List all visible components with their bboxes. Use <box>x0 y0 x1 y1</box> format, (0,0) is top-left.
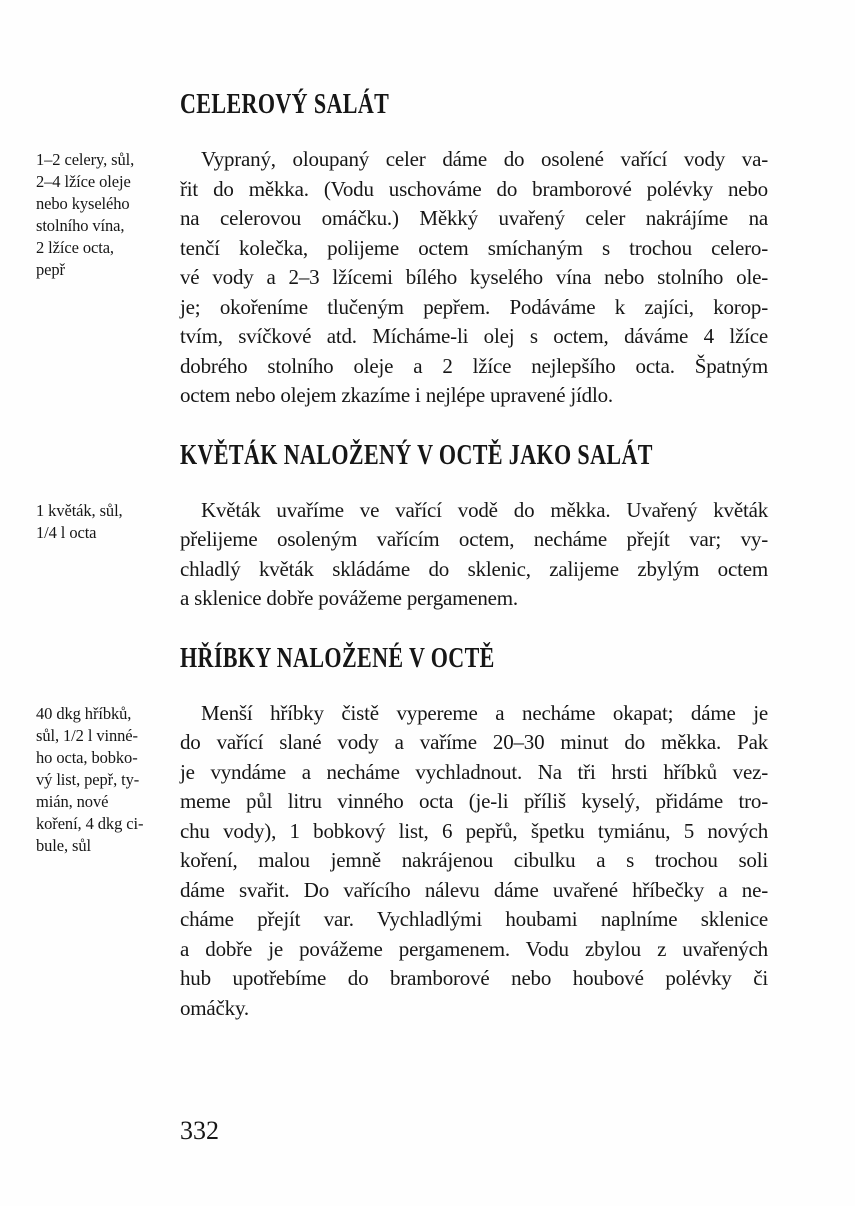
recipe-title: CELEROVÝ SALÁT <box>180 88 390 120</box>
text-line: je vyndáme a necháme vychladnout. Na tři hrsti hříbků vez- <box>180 759 768 784</box>
text-line: do vařící slané vody a vaříme 20–30 minut do měkka. Pak <box>180 730 768 754</box>
ingredient-line: mián, nové <box>36 791 109 811</box>
text-line: přelijeme osoleným vařícím octem, necháme přejít var; vy- <box>180 527 768 551</box>
ingredient-line: 1/4 l octa <box>36 522 97 542</box>
text-line: hub upotřebíme do bramborové nebo houbové polévky či <box>180 966 768 990</box>
ingredient-line: 40 dkg hříbků, <box>36 703 132 723</box>
text-line: vé vody a 2–3 lžícemi bílého kyselého vína nebo stolního ole- <box>180 265 768 289</box>
ingredient-line: ho octa, bobko- <box>36 747 138 767</box>
text-line: Vypraný, oloupaný celer dáme do osolené vařící vody va- <box>201 147 768 171</box>
text-line: řit do měkka. (Vodu uschováme do bramborové polévky nebo <box>180 176 768 201</box>
text-line: a sklenice dobře povážeme pergamenem. <box>180 586 518 610</box>
text-line: Květák uvaříme ve vařící vodě do měkka. Uvařený květák <box>201 497 768 522</box>
text-line: dáme svařit. Do vařícího nálevu dáme uvařené hříbečky a ne- <box>180 877 768 902</box>
text-line: cháme přejít var. Vychladlými houbami naplníme sklenice <box>180 907 768 931</box>
text-line: omáčky. <box>180 995 249 1020</box>
recipe-title: HŘÍBKY NALOŽENÉ V OCTĚ <box>180 641 495 674</box>
text-line: koření, malou jemně nakrájenou cibulku a s trochou soli <box>180 848 768 872</box>
page-number: 332 <box>180 1116 219 1145</box>
text-line: tenčí kolečka, polijeme octem smíchaným s trochou celero- <box>180 235 768 260</box>
text-line: tvím, svíčkové atd. Mícháme-li olej s octem, dáváme 4 lžíce <box>180 324 768 348</box>
text-line: a dobře je povážeme pergamenem. Vodu zbylou z uvařených <box>180 936 768 961</box>
recipe-paragraph <box>180 145 768 411</box>
recipe-section <box>0 439 855 614</box>
ingredient-line: koření, 4 dkg ci- <box>36 813 144 833</box>
ingredient-line: bule, sůl <box>36 835 92 855</box>
ingredient-line: 2–4 lžíce oleje <box>36 172 131 191</box>
ingredient-line: pepř <box>36 260 65 279</box>
recipe-body <box>0 145 855 411</box>
text-line: chladlý květák skládáme do sklenic, zalijeme zbylým octem <box>180 556 768 581</box>
text-line: meme půl litru vinného octa (je-li příliš kyselý, přidáme tro- <box>180 789 768 813</box>
recipe-section <box>0 642 855 1024</box>
text-line: Menší hříbky čistě vypereme a necháme okapat; dáme je <box>201 700 768 725</box>
text-line: je; okořeníme tlučeným pepřem. Podáváme k zajíci, korop- <box>180 294 768 319</box>
recipe-paragraph <box>180 496 768 614</box>
ingredient-line: nebo kyselého <box>36 194 130 213</box>
ingredient-line: vý list, pepř, ty- <box>36 769 140 789</box>
recipe-body <box>0 496 855 614</box>
ingredient-note <box>0 496 180 544</box>
ingredient-line: sůl, 1/2 l vinné- <box>36 725 138 745</box>
recipe-body <box>0 699 855 1024</box>
text-line: na celerovou omáčku.) Měkký uvařený celer nakrájíme na <box>180 206 768 230</box>
ingredient-note <box>0 145 180 281</box>
ingredient-line: stolního vína, <box>36 216 125 235</box>
recipe-section <box>0 88 855 411</box>
ingredient-note <box>0 699 180 857</box>
ingredient-line: 2 lžíce octa, <box>36 238 114 257</box>
recipe-paragraph <box>180 699 768 1024</box>
ingredient-line: 1 květák, sůl, <box>36 500 123 520</box>
text-line: chu vody), 1 bobkový list, 6 pepřů, špetku tymiánu, 5 nových <box>180 818 768 843</box>
text-line: octem nebo olejem zkazíme i nejlépe upravené jídlo. <box>180 383 613 407</box>
recipe-title: KVĚTÁK NALOŽENÝ V OCTĚ JAKO SALÁT <box>180 438 653 471</box>
text-line: dobrého stolního oleje a 2 lžíce nejlepšího octa. Špatným <box>180 353 768 378</box>
ingredient-line: 1–2 celery, sůl, <box>36 150 135 169</box>
